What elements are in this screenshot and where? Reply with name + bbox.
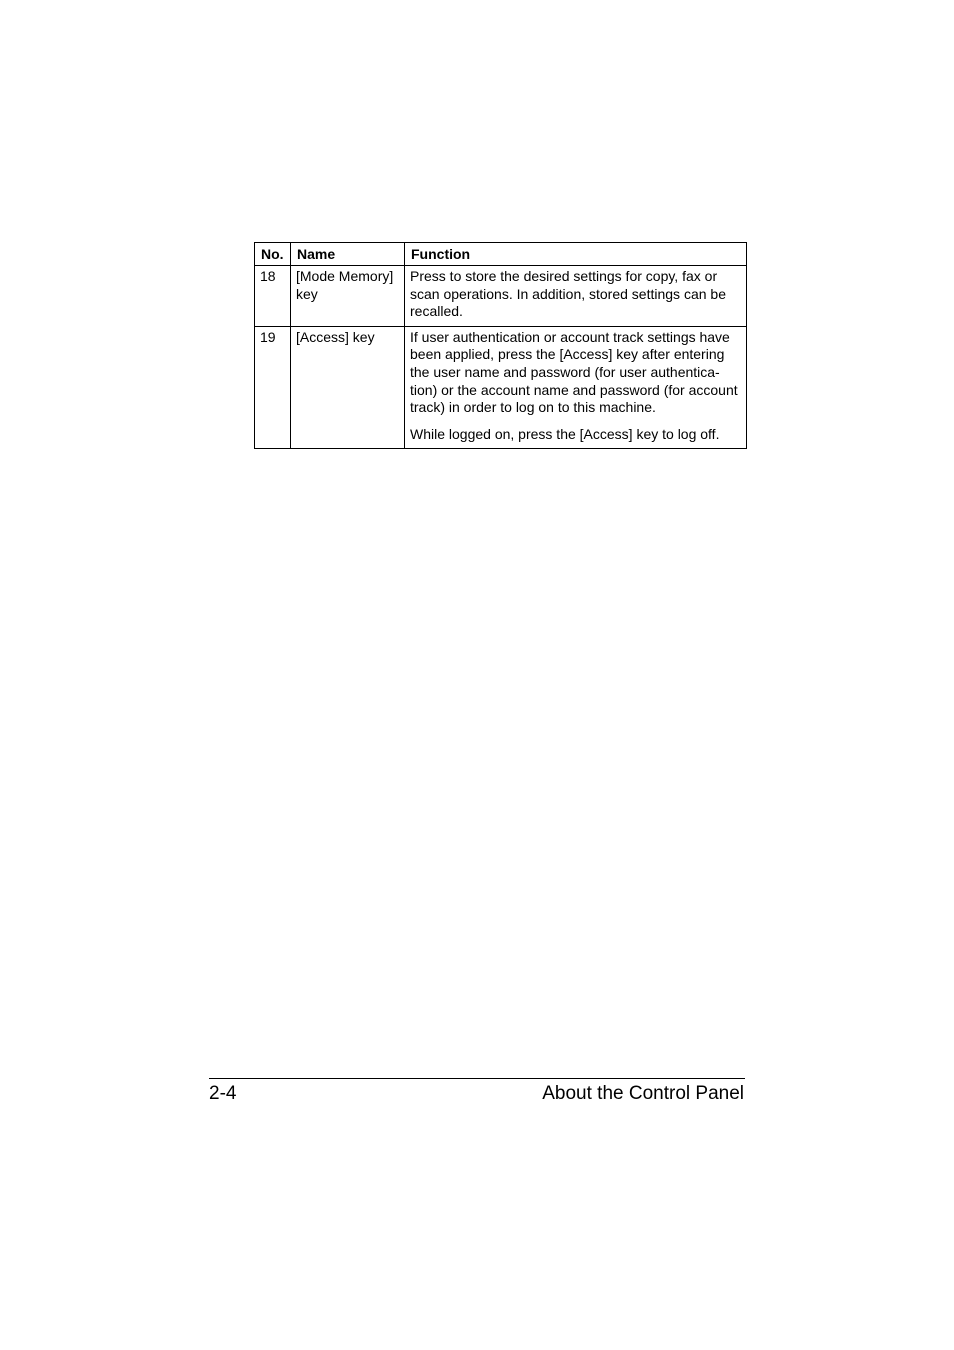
- header-function: Function: [405, 243, 747, 266]
- footer-divider: [209, 1078, 745, 1079]
- page-number: 2-4: [209, 1083, 237, 1104]
- function-text: If user authentication or account track settings have been applied, press the [Access] key after entering the user name and password (for user authentica-tion) or the account name and password (for account track) in order to log on to this machine.: [410, 328, 738, 416]
- function-text: Press to store the desired settings for copy, fax or scan operations. In addition, stored settings can be recalled.: [410, 268, 726, 320]
- header-name: Name: [291, 243, 405, 266]
- table-header-row: [255, 243, 747, 266]
- row-no: 18: [255, 266, 291, 327]
- header-no: No.: [255, 243, 291, 266]
- function-table: [254, 242, 747, 449]
- table-row: [255, 266, 747, 327]
- row-function: [405, 266, 747, 327]
- row-no: 19: [255, 326, 291, 449]
- function-text: While logged on, press the [Access] key to log off.: [410, 425, 720, 442]
- row-name: [Access] key: [291, 326, 405, 449]
- row-function: [405, 326, 747, 449]
- section-title: About the Control Panel: [542, 1083, 744, 1104]
- row-name: [Mode Memory] key: [291, 266, 405, 327]
- table-row: [255, 326, 747, 449]
